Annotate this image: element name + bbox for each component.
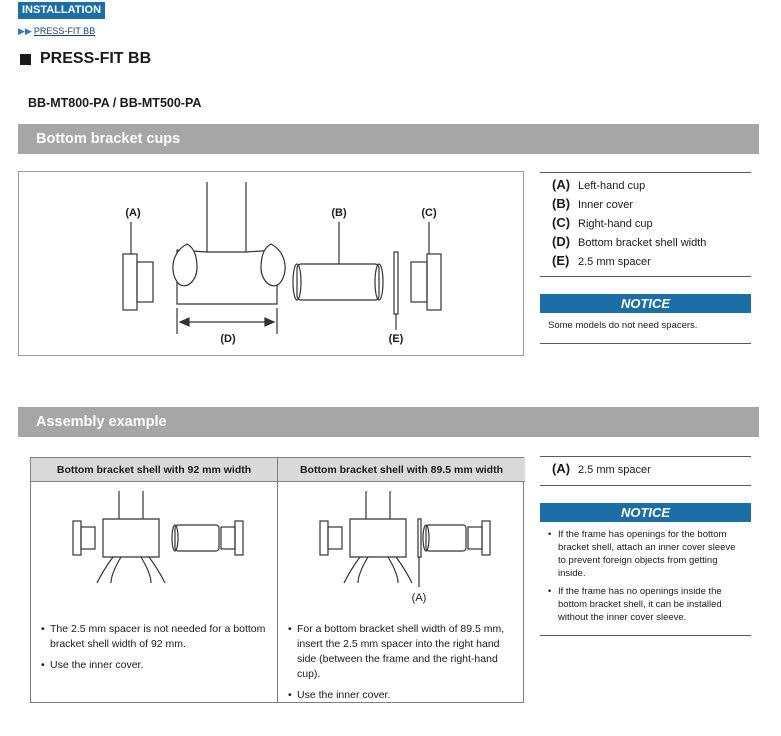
assembly-column-header: Bottom bracket shell with 92 mm width [31,458,277,482]
list-item: • If the frame has no openings inside the bottom bracket shell, it can be installed without the inner cover sleeve. [548,585,743,624]
breadcrumb[interactable] [18,26,95,37]
square-bullet-icon [20,54,31,65]
legend-key: (E) [552,253,570,268]
notice-body-cups: Some models do not need spacers. [540,313,751,344]
diagram-label-a: (A) [125,207,141,219]
assembly-diagram-label-a: (A) [411,592,427,604]
assembly-table [30,457,524,703]
notice-list [548,528,743,624]
cups-legend [540,172,751,277]
legend-key: (A) [552,177,571,192]
legend-key: (B) [552,196,571,211]
list-item: • Use the inner cover. [288,688,517,703]
breadcrumb-link[interactable]: PRESS-FIT BB [33,26,96,36]
diagram-label-c: (C) [421,207,437,219]
assembly-diagram-92mm [31,483,278,603]
cups-diagram-drawing [19,172,525,357]
legend-text: Right-hand cup [578,218,653,230]
legend-key: (A) [552,461,571,476]
notice-header-assembly: NOTICE [540,503,751,522]
notice-body-assembly [540,522,751,636]
diagram-label-e: (E) [388,333,404,345]
cups-diagram [18,171,524,356]
section-bar-cups: Bottom bracket cups [18,124,759,154]
legend-item [540,196,751,215]
legend-item [540,177,751,196]
legend-item [540,234,751,253]
legend-key: (C) [552,215,571,230]
list-item: • Use the inner cover. [41,658,269,673]
legend-text: Bottom bracket shell width [578,237,707,249]
legend-item [540,215,751,234]
section-bar-assembly: Assembly example [18,407,759,437]
assembly-notes-92mm [41,622,269,679]
legend-item [540,461,751,480]
assembly-notes-89-5mm [288,622,517,709]
legend-text: Inner cover [578,199,634,211]
diagram-label-b: (B) [331,207,347,219]
assembly-column-92mm [31,458,278,702]
page-title-text: PRESS-FIT BB [40,50,152,67]
assembly-legend [540,456,751,486]
list-item: • The 2.5 mm spacer is not needed for a bottom bracket shell width of 92 mm. [41,622,269,652]
diagram-label-d: (D) [220,333,236,345]
legend-text: Left-hand cup [578,180,646,192]
model-numbers: BB-MT800-PA / BB-MT500-PA [28,96,202,110]
legend-item [540,253,751,272]
legend-text: 2.5 mm spacer [578,256,651,268]
list-item: • For a bottom bracket shell width of 89.5 mm, insert the 2.5 mm spacer into the right hand side (between the frame and the right-hand cup). [288,622,517,682]
installation-badge: INSTALLATION [18,2,105,19]
breadcrumb-arrow-icon: ▶▶ [18,26,32,36]
assembly-column-89-5mm [278,458,525,702]
notice-header-cups: NOTICE [540,294,751,313]
legend-text: 2.5 mm spacer [578,464,651,476]
assembly-column-header: Bottom bracket shell with 89.5 mm width [278,458,525,482]
assembly-diagram-89-5mm [278,483,525,607]
page-title [20,50,151,68]
legend-key: (D) [552,234,571,249]
list-item: • If the frame has openings for the bottom bracket shell, attach an inner cover sleeve to prevent foreign objects from getting inside. [548,528,743,580]
